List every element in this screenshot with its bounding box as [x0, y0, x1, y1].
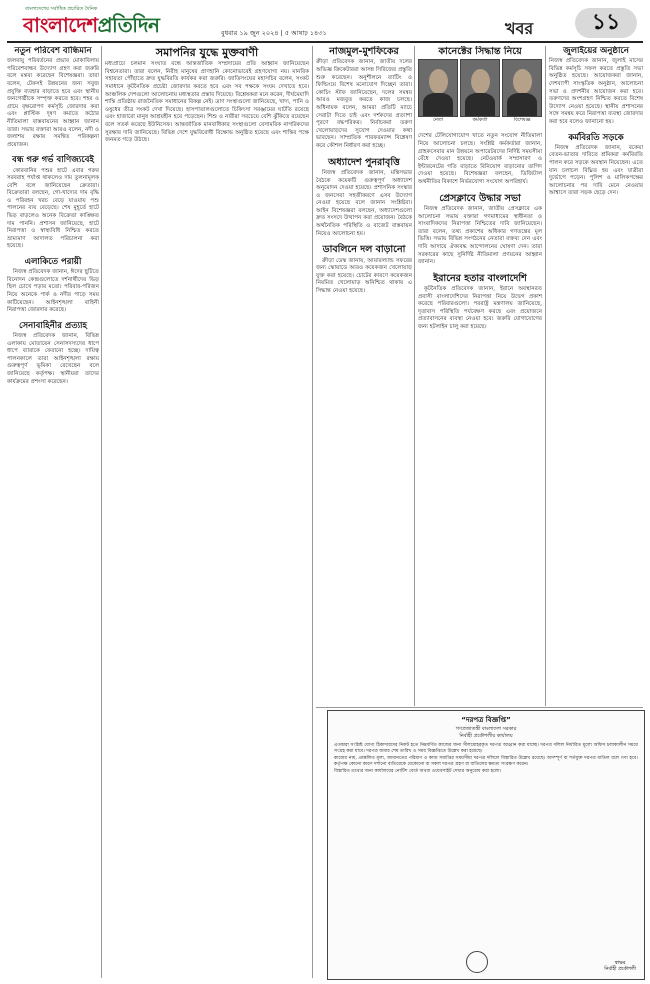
notice-paragraph: কাজের নাম, প্রাক্কলিত মূল্য, জামানতের পরিমাণ ও কাজ সমাপ্তির সময়সীমা দরপত্র দলিলে বিস্তারিত উল্লেখ রয়েছে। অসম্পূর্ণ বা শর্তযুক্ত দরপত্র বাতিল বলে গণ্য হবে। কর্তৃপক্ষ কোনো কারণ দর্শানো ব্যতিরেকে যেকোনো বা সকল দরপত্র গ্রহণ বা বাতিলের ক্ষমতা সংরক্ষণ করেন।	[334, 756, 638, 767]
article-headline: অধ্যাদেশ পুনরাবৃত্তি	[328, 156, 400, 168]
article-headline: ইরানের হতার বাংলাদেশি	[433, 272, 527, 284]
photo-caption: কর্মকর্তা	[472, 116, 488, 123]
article-body: নিজস্ব প্রতিবেদক জানান, বকেয়া বেতন-ভাতার দাবিতে শ্রমিকরা কর্মবিরতি পালন করে সড়কে অবস্থান নিয়েছেন। এতে যান চলাচল বিঘ্নিত হয় এবং যাত্রীরা দুর্ভোগে পড়েন। পুলিশ ও মালিকপক্ষের আলোচনার পর দাবি মেনে নেওয়ার আশ্বাসে তারা সড়ক ছেড়ে দেন।	[549, 144, 643, 197]
signature-line: স্বাক্ষর	[614, 961, 626, 966]
article-headline: এলাকিতে পরায়ী	[24, 257, 82, 268]
article-headline: প্রেসক্লাবে উদ্ধার সভা	[439, 192, 521, 204]
office-seal-icon	[466, 951, 488, 973]
column-divider	[414, 46, 415, 706]
article-body: নিজস্ব প্রতিবেদক জানান, জাতীয় প্রেসক্লাবে এক আলোচনা সভায় বক্তারা গণমাধ্যমের স্বাধীনতা ও সাংবাদিকদের নিরাপত্তা নিশ্চিতের দাবি জানিয়েছেন। তারা বলেন, তথ্য প্রকাশের অধিকার গণতন্ত্রের মূল ভিত্তি। সভায় বিভিন্ন সংগঠনের নেতারা বক্তব্য দেন এবং দাবি আদায়ে ঐক্যবদ্ধ আন্দোলনের ঘোষণা দেন। তারা সরকারের কাছে সুনির্দিষ্ট নীতিমালা প্রণয়নের আহ্বান জানান।	[418, 205, 542, 266]
photo-caption: নেতা	[432, 116, 444, 123]
masthead-divider	[7, 41, 643, 43]
newspaper-logo[interactable]	[23, 12, 159, 38]
notice-subtitle: নির্বাহী প্রকৌশলীর কার্যালয়	[459, 732, 513, 739]
article-headline: নতুন পরিবেশ বান্ধিমান	[14, 46, 92, 56]
article-headline: সমাপনির যুদ্ধে মুক্তবাণী	[155, 46, 259, 59]
masthead-tagline: বাংলাদেশের সর্বাধিক প্রচারিত দৈনিক	[25, 6, 98, 12]
logo-part-2: প্রতিদিন	[97, 13, 160, 37]
article-headline: কানেক্টের সিদ্ধান্ত নিয়ে	[438, 46, 522, 57]
article-headline: নাজমুল-মুশফিকের	[329, 46, 399, 57]
issue-date: বুধবার ১৯ জুন ২০২৪ | ৫ আষাঢ় ১৪৩১	[221, 29, 327, 37]
section-title: খবর	[505, 19, 534, 38]
column-5	[549, 46, 643, 706]
portrait-photo	[502, 59, 542, 123]
portrait-photo	[418, 59, 458, 123]
notice-title: “দরপত্র বিজ্ঞপ্তি”	[461, 716, 511, 724]
column-2	[105, 46, 309, 978]
logo-part-1: বাংলাদেশ	[23, 13, 98, 37]
column-divider	[101, 46, 102, 978]
article-body: নিজস্ব প্রতিবেদক জানান, ঈদের ছুটিতে বিনোদন কেন্দ্রগুলোতে দর্শনার্থীদের ভিড় ছিল চোখে পড়ার মতো। পরিবার-পরিজন নিয়ে অনেকে পার্ক ও নদীর পাড়ে সময় কাটিয়েছেন। আইনশৃঙ্খলা বাহিনী নিরাপত্তা জোরদার করেছে।	[7, 269, 99, 314]
article-body: ক্রীড়া ডেস্ক জানায়, আয়ারল্যান্ড সফরের জন্য স্কোয়াডে আরও কয়েকজন খেলোয়াড় যুক্ত করা হয়েছে। চোটের কারণে কয়েকজন নিয়মিত খেলোয়াড় অনিশ্চিত থাকায় এ সিদ্ধান্ত নেওয়া হয়েছে।	[316, 257, 412, 295]
signature-title: নির্বাহী প্রকৌশলী	[604, 967, 636, 972]
notice-paragraph: বিস্তারিত তথ্যের জন্য কার্যালয়ের নোটিশ বোর্ড অথবা ওয়েবসাইট দেখার অনুরোধ করা হলো।	[334, 769, 502, 774]
article-body: নিজস্ব প্রতিবেদক জানান, মন্ত্রিসভার বৈঠকে কয়েকটি গুরুত্বপূর্ণ অধ্যাদেশ অনুমোদন দেওয়া হয়েছে। প্রশাসনিক সংস্কার ও জনসেবা সহজীকরণে এসব উদ্যোগ নেওয়া হয়েছে বলে জানান সংশ্লিষ্টরা। আইন বিশেষজ্ঞরা বলছেন, অধ্যাদেশগুলো দ্রুত সংসদে উত্থাপন করা প্রয়োজন। বৈঠকে অর্থনৈতিক পরিস্থিতি ও বাজেট বাস্তবায়ন নিয়েও আলোচনা হয়।	[316, 169, 412, 237]
column-1	[7, 46, 99, 978]
article-body: নিজস্ব প্রতিবেদক জানান, জুলাই মাসের বিভিন্ন কর্মসূচি সফল করতে প্রস্তুতি সভা অনুষ্ঠিত হয়েছে। আয়োজকরা জানান, দেশব্যাপী সাংস্কৃতিক অনুষ্ঠান, আলোচনা সভা ও প্রদর্শনীর আয়োজন করা হবে। তরুণদের অংশগ্রহণ নিশ্চিত করতে বিশেষ উদ্যোগ নেওয়া হয়েছে। স্থানীয় প্রশাসনের সঙ্গে সমন্বয় করে নিরাপত্তা ব্যবস্থা জোরদার করা হবে বলেও জানানো হয়।	[549, 58, 643, 125]
article-headline: জুলাইয়ের অনুষ্ঠানে	[563, 46, 629, 56]
column-3	[316, 46, 412, 706]
column-4	[418, 46, 542, 706]
page-number-badge: ১১	[575, 8, 637, 38]
notice-signature	[604, 961, 636, 973]
article-body: কূটনৈতিক প্রতিবেদক জানান, ইরানে অবস্থানরত প্রবাসী বাংলাদেশিদের নিরাপত্তা নিয়ে উদ্বেগ প্রকাশ করেছে পরিবারগুলো। পররাষ্ট্র মন্ত্রণালয় জানিয়েছে, দূতাবাস পরিস্থিতি পর্যবেক্ষণ করছে এবং প্রয়োজনে প্রত্যাবাসনের ব্যবস্থা নেওয়া হবে। জরুরি যোগাযোগের জন্য হটলাইন চালু করা হয়েছে।	[418, 286, 542, 331]
column-divider	[312, 46, 313, 978]
masthead	[7, 6, 643, 40]
article-headline: কর্মবিরতি সড়কে	[568, 132, 624, 143]
tender-notice	[327, 710, 645, 980]
notice-subtitle: গণপ্রজাতন্ত্রী বাংলাদেশ সরকার	[455, 726, 517, 732]
article-headline: সেনাবাহিনীর প্রত্যাহ	[19, 320, 87, 331]
article-headline: বন্ধ গরু গর্ভ বাণিজ্যবেই	[12, 155, 94, 166]
article-headline: ডাবলিনে দল বাড়ানো	[322, 244, 406, 256]
article-body: নিজস্ব প্রতিবেদক জানান, বিভিন্ন এলাকায় মোতায়েন সেনাসদস্যদের ধাপে ধাপে ব্যারাকে ফেরানো হচ্ছে। দায়িত্ব পালনকালে তারা আইনশৃঙ্খলা রক্ষায় গুরুত্বপূর্ণ ভূমিকা রেখেছেন বলে জানিয়েছে কর্তৃপক্ষ। স্থানীয়রা তাদের কার্যক্রমের প্রশংসা করেছেন।	[7, 332, 99, 385]
section-divider	[316, 707, 643, 708]
column-divider	[545, 46, 546, 706]
notice-body	[328, 743, 644, 775]
photo-caption: বিশেষজ্ঞ	[513, 116, 531, 123]
article-body: ক্রীড়া প্রতিবেদক জানান, জাতীয় দলের অভিজ্ঞ ক্রিকেটাররা আসন্ন সিরিজের প্রস্তুতি শুরু করেছেন। অনুশীলনে ব্যাটিং ও ফিল্ডিংয়ে বিশেষ মনোযোগ দিচ্ছেন তারা। কোচিং স্টাফ জানিয়েছেন, দলের সমন্বয় আরও মজবুত করতে কাজ চলছে। অধিনায়ক বলেন, আমরা প্রতিটি ম্যাচে সেরাটা দিতে চাই এবং দর্শকদের প্রত্যাশা পূরণে বদ্ধপরিকর। নির্বাচকরা তরুণ খেলোয়াড়দের সুযোগ দেওয়ার কথা ভাবছেন। সাম্প্রতিক পারফরম্যান্স বিশ্লেষণ করে কৌশল নির্ধারণ করা হচ্ছে।	[316, 59, 412, 149]
portrait-photo	[460, 59, 500, 123]
photo-strip	[418, 59, 542, 123]
notice-paragraph: এতদ্বারা সংশ্লিষ্ট যোগ্য ঠিকাদারদের নিকট হতে নিম্নবর্ণিত কাজের জন্য সীলমোহরকৃত দরপত্র আহ্বান করা যাচ্ছে। দরপত্র দলিল নির্ধারিত মূল্যে অফিস চলাকালীন সময়ে সংগ্রহ করা যাবে। দরপত্র জমার শেষ তারিখ ও সময় বিজ্ঞপ্তিতে উল্লেখ করা হয়েছে।	[334, 743, 638, 754]
article-body: মধ্যপ্রাচ্যে চলমান সংঘাত বন্ধে আন্তর্জাতিক সম্প্রদায়ের প্রতি আহ্বান জানিয়েছেন বিশ্বনেতারা। তারা বলেন, নিরীহ মানুষের প্রাণহানি কোনোভাবেই গ্রহণযোগ্য নয়। মানবিক সহায়তা পৌঁছাতে দ্রুত যুদ্ধবিরতি কার্যকর করা জরুরি। জাতিসংঘের মহাসচিব বলেন, সংকট সমাধানে কূটনৈতিক প্রচেষ্টা জোরদার করতে হবে এবং সব পক্ষকে সংযম দেখাতে হবে। আঞ্চলিক দেশগুলো আলোচনায় মধ্যস্থতার প্রস্তাব দিয়েছে। বিশ্লেষকরা মনে করেন, দীর্ঘমেয়াদি শান্তি প্রতিষ্ঠায় রাজনৈতিক সমাধানের বিকল্প নেই। ত্রাণ সংস্থাগুলো জানিয়েছে, খাদ্য, পানি ও ওষুধের তীব্র সংকট দেখা দিয়েছে। হাসপাতালগুলোতে চিকিৎসা সরঞ্জামের ঘাটতি রয়েছে এবং হাজারো মানুষ আশ্রয়হীন হয়ে পড়েছেন। শিশু ও নারীরা সবচেয়ে বেশি ঝুঁকিতে রয়েছেন বলে সতর্ক করেছে ইউনিসেফ। আন্তর্জাতিক মানবাধিকার সংস্থাগুলো বেসামরিক নাগরিকদের সুরক্ষার দাবি জানিয়েছে। বিভিন্ন দেশে যুদ্ধবিরোধী বিক্ষোভ অনুষ্ঠিত হয়েছে এবং শান্তির পক্ষে জনমত গড়ে উঠছে।	[105, 61, 309, 144]
article-body: দেশের টেলিযোগাযোগ খাতে নতুন সংযোগ নীতিমালা নিয়ে আলোচনা চলছে। সংশ্লিষ্ট কর্মকর্তারা জানান, গ্রাহকসেবার মান উন্নয়নে অপারেটরদের নির্দিষ্ট সময়সীমা বেঁধে দেওয়া হয়েছে। নেটওয়ার্ক সম্প্রসারণ ও ইন্টারনেটের গতি বাড়াতে বিনিয়োগ বাড়ানোর তাগিদ দেওয়া হয়েছে। বিশেষজ্ঞরা বলছেন, ডিজিটাল অর্থনীতির বিকাশে নির্ভরযোগ্য সংযোগ অপরিহার্য।	[418, 133, 542, 185]
article-body: কোরবানির পশুর হাটে এবার গরুর সরবরাহ পর্যাপ্ত থাকলেও দাম তুলনামূলক বেশি বলে জানিয়েছেন ক্রেতারা। বিক্রেতারা বলছেন, গো-খাদ্যের দাম বৃদ্ধি ও পরিবহন খরচ বেড়ে যাওয়ায় পশু পালনের ব্যয় বেড়েছে। শেষ মুহূর্তে হাটে ভিড় বাড়লেও অনেক বিক্রেতা কাঙ্ক্ষিত দাম পাননি। প্রশাসন জানিয়েছে, হাটে নিরাপত্তা ও স্বাস্থ্যবিধি নিশ্চিত করতে ভ্রাম্যমাণ আদালত পরিচালনা করা হয়েছে।	[7, 167, 99, 250]
article-body: জলবায়ু পরিবর্তনের প্রভাব মোকাবিলায় পরিবেশবান্ধব উদ্যোগ গ্রহণ করা জরুরি বলে মন্তব্য করেছেন বিশেষজ্ঞরা। তারা বলেন, টেকসই উন্নয়নের জন্য সবুজ প্রযুক্তি ব্যবহার বাড়াতে হবে এবং স্থানীয় জনগোষ্ঠীকে সম্পৃক্ত করতে হবে। শহর ও গ্রামে বৃক্ষরোপণ কর্মসূচি জোরদার করা এবং প্লাস্টিক দূষণ কমাতে কঠোর নীতিমালা বাস্তবায়নের আহ্বান জানান তারা। সভায় বক্তারা আরও বলেন, নদী ও জলাশয় রক্ষায় সমন্বিত পরিকল্পনা প্রয়োজন।	[7, 58, 99, 148]
